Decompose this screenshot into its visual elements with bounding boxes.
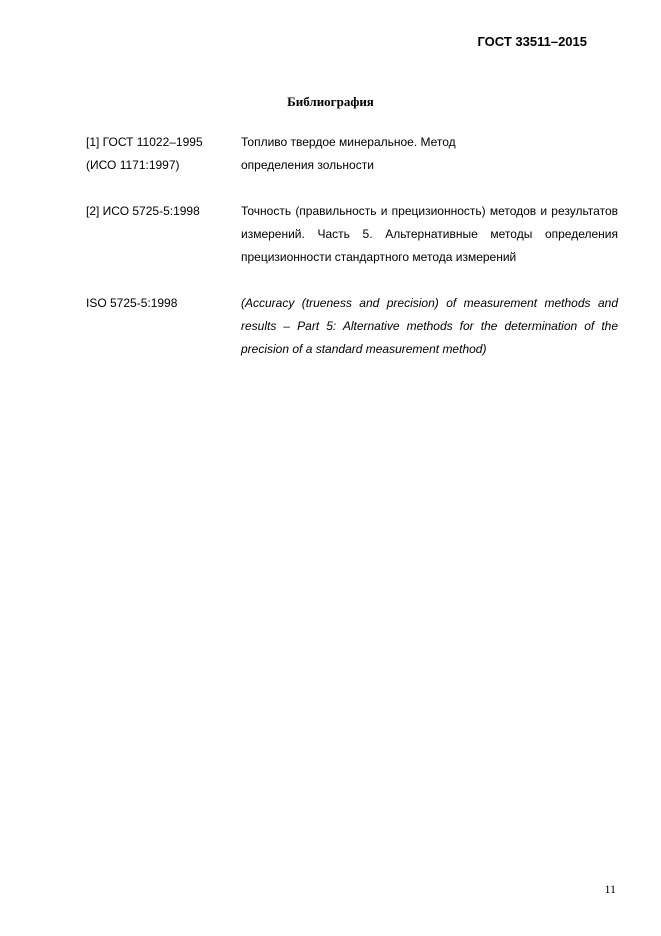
designation-line: [1] ГОСТ 11022–1995 — [86, 135, 203, 149]
entry-designation — [86, 131, 232, 177]
entry-designation — [86, 292, 232, 315]
designation-line: (ИСО 1171:1997) — [86, 158, 180, 172]
standard-code: ГОСТ 33511–2015 — [477, 34, 587, 49]
entry-description: Топливо твердое минеральное. Метод определения зольности — [241, 135, 456, 172]
page-number: 11 — [604, 882, 616, 896]
entry-description: (Accuracy (trueness and precision) of measurement methods and results – Part 5: Alternative methods for the determination of the precision of a standard measurement method) — [241, 296, 618, 356]
designation-line: [2] ИСО 5725-5:1998 — [86, 204, 200, 218]
entry-description: Точность (правильность и прецизионность) методов и результатов измерений. Часть 5. Альтернативные методы определения прецизионности стандартного метода измерений — [241, 204, 618, 264]
designation-line: ISO 5725-5:1998 — [86, 296, 178, 310]
entry-designation — [86, 200, 232, 223]
page-title: Библиография — [287, 94, 374, 109]
